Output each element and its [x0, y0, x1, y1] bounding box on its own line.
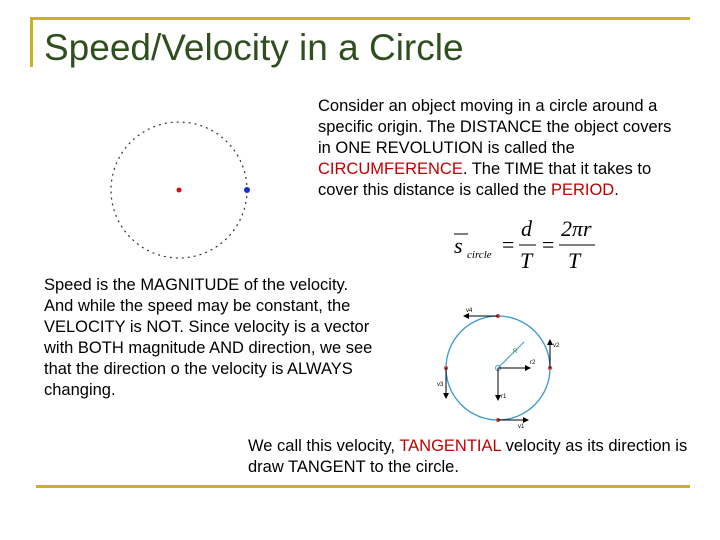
label-v4: v4 — [466, 308, 473, 314]
paragraph-circumference-period — [318, 96, 688, 201]
label-v3: v3 — [437, 382, 444, 388]
label-r1: r1 — [501, 394, 507, 400]
object-dot — [244, 187, 250, 193]
paragraph-speed-velocity: Speed is the MAGNITUDE of the velocity. And while the speed may be constant, the VELOCITY is NOT. Since velocity is a vector with BOTH magnitude AND direction, we see that the direction o the velocity is ALWAYS changing. — [44, 276, 373, 399]
formula-equals-2: = — [542, 232, 555, 257]
slide-title: Speed/Velocity in a Circle — [44, 27, 464, 68]
formula-num-2: 2πr — [561, 216, 592, 241]
p1-text-2: . The TIME that it takes to cover this distance is called the — [318, 160, 652, 199]
p3-text-2: velocity as its direction is draw TANGENT to the circle. — [248, 437, 688, 476]
r-line — [498, 342, 524, 368]
formula-den-1: T — [520, 248, 533, 273]
formula-den-2: T — [568, 248, 581, 273]
label-r2: r2 — [530, 360, 536, 366]
tangential-velocity-diagram — [430, 300, 580, 430]
speed-formula — [448, 216, 608, 278]
dotted-circle-diagram — [105, 118, 255, 268]
frame-top-line — [30, 17, 690, 20]
formula-s: s — [454, 233, 463, 258]
highlight-period: PERIOD — [550, 181, 615, 199]
frame-left-line — [30, 17, 33, 67]
label-v2: v2 — [553, 343, 560, 349]
p1-text-1: Consider an object moving in a circle around a specific origin. The DISTANCE the object covers in ONE REVOLUTION is called the — [318, 97, 672, 157]
formula-subscript: circle — [467, 249, 492, 261]
highlight-tangential: TANGENTIAL — [399, 437, 502, 455]
label-v1: v1 — [518, 424, 525, 430]
p1-text-3: . — [614, 181, 619, 199]
highlight-circumference: CIRCUMFERENCE — [318, 160, 463, 178]
frame-bottom-line — [36, 485, 690, 488]
p3-text-1: We call this velocity, — [248, 437, 400, 455]
origin-dot — [177, 188, 182, 193]
paragraph-tangential — [248, 436, 688, 478]
formula-num-1: d — [521, 216, 532, 241]
label-R: R — [513, 349, 518, 355]
formula-equals-1: = — [502, 232, 515, 257]
